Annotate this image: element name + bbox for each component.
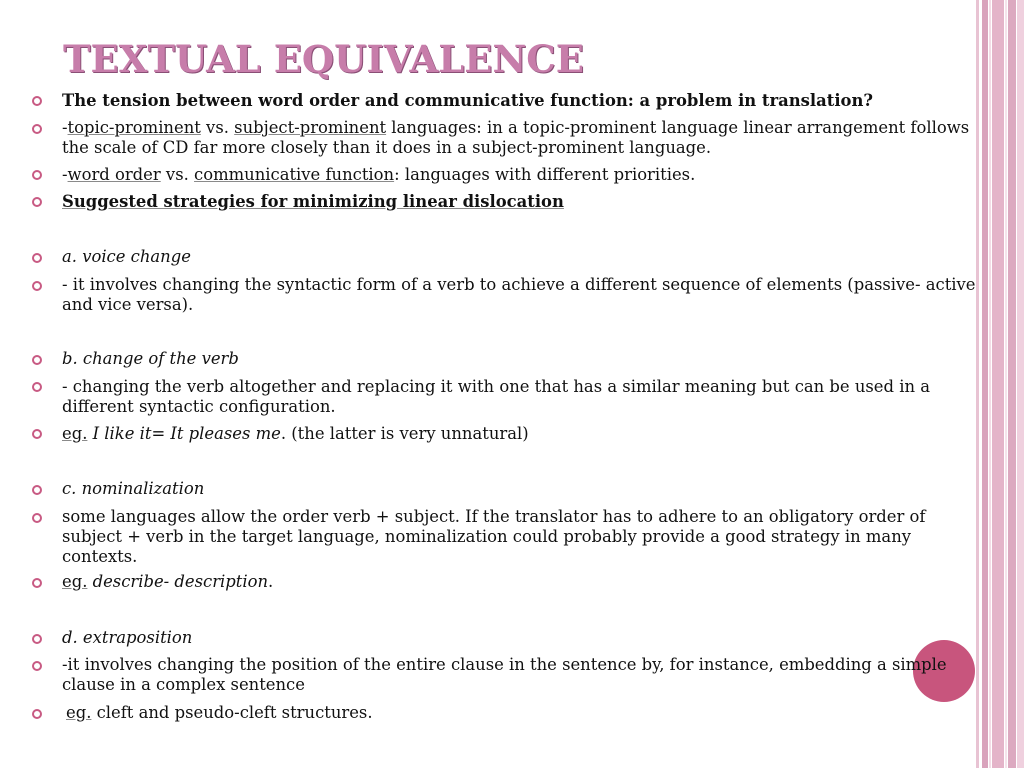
list-item xyxy=(62,118,982,158)
text-span: vs. xyxy=(160,165,195,184)
bullet-icon xyxy=(32,96,42,106)
text-span: - xyxy=(62,118,68,137)
bullet-icon xyxy=(32,355,42,365)
underlined-term: topic-prominent xyxy=(67,118,201,137)
example-text: describe- description xyxy=(87,572,269,591)
underlined-term: word order xyxy=(67,165,161,184)
text-span: languages: in a topic-prominent language linear arrangement follows the scale of CD far more closely than it does in a subject-prominent language. xyxy=(62,118,970,157)
list-item: some languages allow the order verb + subject. If the translator has to adhere to an obligatory order of subject + verb in the target language, nominalization could probably provide a good strategy in many contexts. xyxy=(62,507,926,566)
list-item: - it involves changing the syntactic form of a verb to achieve a different sequence of elements (passive- active and vice versa). xyxy=(62,275,976,314)
example-label: eg. xyxy=(62,424,88,443)
list-item: - changing the verb altogether and replacing it with one that has a similar meaning but can be used in a different syntactic configuration. xyxy=(62,377,930,416)
list-item: b. change of the verb xyxy=(62,349,239,368)
underlined-term: communicative function xyxy=(194,165,395,184)
text-span: - xyxy=(62,165,68,184)
list-item: d. extraposition xyxy=(62,628,193,647)
bullet-icon xyxy=(32,661,42,671)
bullet-icon xyxy=(32,485,42,495)
bullet-icon xyxy=(32,513,42,523)
bullet-icon xyxy=(32,281,42,291)
slide-title: TEXTUAL EQUIVALENCE xyxy=(63,37,584,81)
bullet-icon xyxy=(32,170,42,180)
underlined-term: subject-prominent xyxy=(234,118,387,137)
list-item xyxy=(62,572,982,592)
text-span: . xyxy=(268,572,274,591)
example-label: eg. xyxy=(62,572,88,591)
list-item xyxy=(62,424,982,444)
list-item: c. nominalization xyxy=(62,479,205,498)
text-span: cleft and pseudo-cleft structures. xyxy=(91,703,373,722)
bullet-icon xyxy=(32,429,42,439)
bullet-icon xyxy=(32,253,42,263)
example-text: I like it= It pleases me xyxy=(87,424,281,443)
bullet-icon xyxy=(32,709,42,719)
list-item: The tension between word order and communicative function: a problem in translation? xyxy=(62,91,873,110)
list-item xyxy=(62,165,982,185)
list-item: Suggested strategies for minimizing linear dislocation xyxy=(62,192,564,211)
list-item: a. voice change xyxy=(62,247,191,266)
example-label: eg. xyxy=(66,703,92,722)
bullet-icon xyxy=(32,634,42,644)
list-item: -it involves changing the position of the entire clause in the sentence by, for instance, embedding a simple clause in a complex sentence xyxy=(62,655,947,694)
bullet-icon xyxy=(32,382,42,392)
text-span: vs. xyxy=(200,118,235,137)
bullet-icon xyxy=(32,578,42,588)
list-item xyxy=(66,703,986,723)
bullet-icon xyxy=(32,124,42,134)
text-span: . (the latter is very unnatural) xyxy=(280,424,529,443)
bullet-icon xyxy=(32,197,42,207)
text-span: : languages with different priorities. xyxy=(394,165,696,184)
